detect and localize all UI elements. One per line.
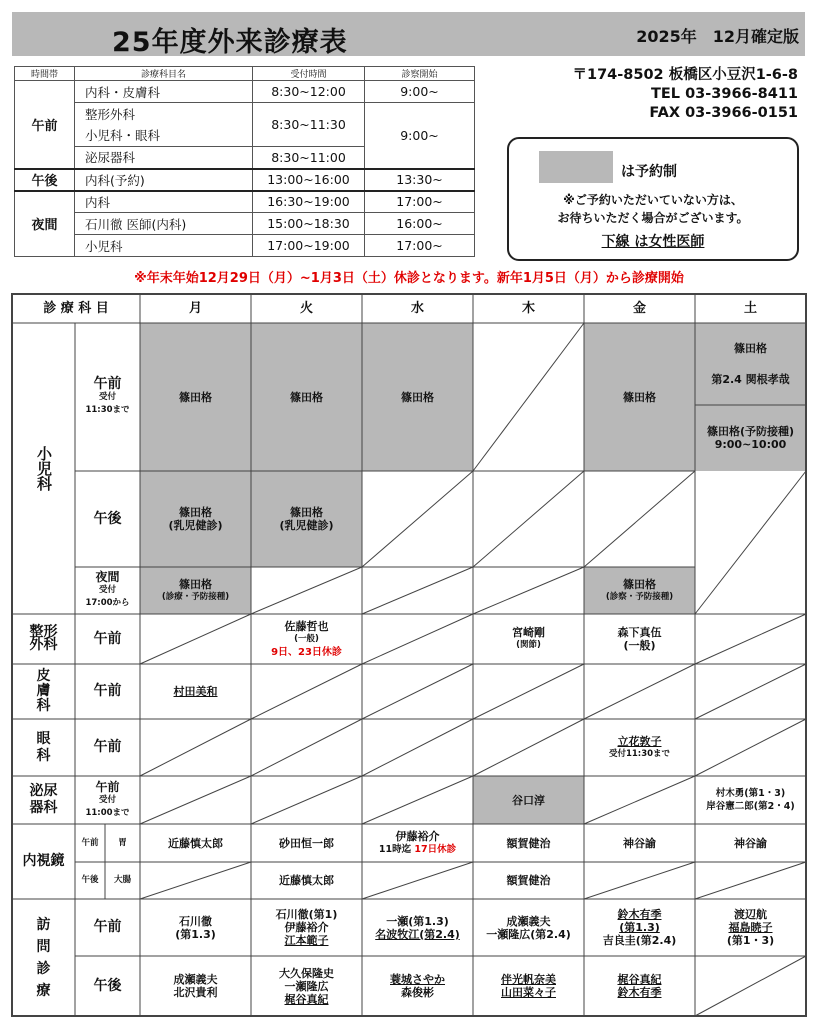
doctor-cell <box>695 405 806 471</box>
dept-label: 科 <box>36 698 51 714</box>
doctor-name: 森下真伍 <box>617 626 662 639</box>
hours-start: 16:00~ <box>365 213 475 235</box>
doctor-name: 大久保隆史 <box>279 966 334 980</box>
hours-dept: 内科 <box>75 191 253 213</box>
hours-start: 13:30~ <box>365 169 475 191</box>
doctor-name: 石川徹 <box>179 914 212 928</box>
reservation-label: は予約制 <box>621 164 677 180</box>
doctor-cell: 篠田格 <box>623 390 656 404</box>
doctor-name: 鈴木有季 <box>617 908 662 921</box>
hours-header-reception: 受付時間 <box>253 67 365 81</box>
doctor-cell: 篠田格 <box>401 390 434 404</box>
dept-label: 泌尿 <box>29 783 58 799</box>
period-label: 午前 <box>95 779 120 794</box>
doctor-name: 第2.4 関根孝哉 <box>711 373 790 386</box>
doctor-note: (乳児健診) <box>279 519 334 532</box>
hours-dept: 石川徹 医師(内科) <box>75 213 253 235</box>
doctor-cell <box>251 614 362 664</box>
period-label: 午前 <box>81 837 99 848</box>
doctor-name: 名波牧江(第2.4) <box>375 927 460 941</box>
doctor-time: 9:00~10:00 <box>714 438 787 451</box>
dept-urology <box>12 776 75 824</box>
female-doctor-legend: 下線 は女性医師 <box>601 234 705 250</box>
hours-start: 9:00~ <box>365 81 475 103</box>
hours-start: 17:00~ <box>365 191 475 213</box>
reception-note: 受付 <box>98 391 116 402</box>
header-day-sat: 土 <box>743 301 757 316</box>
doctor-cell <box>584 567 695 614</box>
doctor-name: 一瀬隆広 <box>284 979 329 993</box>
dept-label: 訪 <box>36 916 51 933</box>
hours-reception: 16:30~19:00 <box>253 191 365 213</box>
dept-label: 外科 <box>29 637 58 653</box>
period-label: 午後 <box>81 875 99 885</box>
doctor-cell: 篠田格 <box>290 390 323 404</box>
header-day-mon: 月 <box>188 301 202 316</box>
doctor-cell <box>584 899 695 956</box>
dept-ophthalmology <box>12 719 75 776</box>
doctor-name: 山田菜々子 <box>501 986 556 999</box>
hours-header-start: 診察開始 <box>365 67 475 81</box>
dept-orthopedics <box>12 614 75 664</box>
doctor-name: 吉良圭(第2.4) <box>602 934 677 947</box>
doctor-cell: 砂田恒一郎 <box>279 836 334 850</box>
hours-header-period: 時間帯 <box>15 67 75 81</box>
period-label: 午前 <box>93 375 122 392</box>
urology-period <box>75 776 140 824</box>
hours-reception: 8:30~11:30 <box>253 103 365 147</box>
hours-dept: 小児科・眼科 <box>75 125 253 147</box>
hours-period-pm: 午後 <box>15 169 75 191</box>
reception-note: 受付 <box>98 794 116 805</box>
period-label: 午前 <box>93 630 122 647</box>
doctor-name: 村木勇(第1・3) <box>715 788 786 799</box>
doctor-name: 伊藤裕介 <box>284 921 329 934</box>
doctor-cell <box>584 614 695 664</box>
doctor-name: 鈴木有季 <box>617 986 662 999</box>
hours-reception: 13:00~16:00 <box>253 169 365 191</box>
legend-note-line2: お待ちいただく場合がございます。 <box>557 211 749 225</box>
doctor-name: 宮崎剛 <box>512 626 545 639</box>
doctor-name: 一瀬(第1.3) <box>386 914 449 928</box>
hours-start: 17:00~ <box>365 235 475 257</box>
doctor-cell <box>473 614 584 664</box>
hours-dept: 整形外科 <box>75 103 253 125</box>
doctor-name: 梶谷真紀 <box>284 992 329 1006</box>
header-day-fri: 金 <box>632 301 646 316</box>
doctor-name: 石川徹(第1) <box>275 908 338 921</box>
doctor-note <box>379 843 456 856</box>
doctor-cell: 額賀健治 <box>506 836 551 850</box>
doctor-name: 江本範子 <box>284 934 329 947</box>
reception-note: 17:00から <box>85 598 130 608</box>
hours-reception: 8:30~12:00 <box>253 81 365 103</box>
doctor-cell <box>695 776 806 824</box>
dept-label: 眼 <box>36 730 51 747</box>
doctor-name: 篠田格(予防接種) <box>706 425 795 438</box>
dept-endoscopy: 内視鏡 <box>22 853 65 869</box>
doctor-name: 蓑城さやか <box>390 973 445 986</box>
dept-label: 器科 <box>29 800 58 816</box>
hours-dept: 内科・皮膚科 <box>75 81 253 103</box>
dept-dermatology <box>12 664 75 719</box>
doctor-name: 篠田格 <box>179 577 212 591</box>
doctor-name: 伊藤裕介 <box>395 830 440 843</box>
dept-label: 科 <box>36 747 51 764</box>
doctor-name: 佐藤哲也 <box>284 619 329 633</box>
doctor-name: 岸谷憲二郎(第2・4) <box>706 801 795 812</box>
period-label: 夜間 <box>95 570 120 584</box>
doctor-name: 篠田格 <box>734 342 767 355</box>
doctor-note: (一般) <box>623 639 656 652</box>
doctor-cell <box>695 899 806 956</box>
doctor-cell: 神谷諭 <box>734 836 767 850</box>
exam-type: 大腸 <box>113 875 131 885</box>
doctor-note: (乳児健診) <box>168 519 223 532</box>
hours-period-night: 夜間 <box>15 191 75 257</box>
doctor-note: (一般) <box>294 633 319 644</box>
hours-header-dept: 診療科目名 <box>75 67 253 81</box>
doctor-note: (診察・予防接種) <box>605 591 674 602</box>
doctor-cell <box>251 471 362 567</box>
hours-start: 9:00~ <box>365 103 475 169</box>
doctor-cell <box>362 956 473 1016</box>
hours-reception: 17:00~19:00 <box>253 235 365 257</box>
closure-note: 17日休診 <box>414 844 457 855</box>
doctor-cell <box>140 567 251 614</box>
reception-note: 11:00まで <box>85 807 130 818</box>
hours-dept: 小児科 <box>75 235 253 257</box>
doctor-cell <box>140 956 251 1016</box>
period-label: 午後 <box>93 510 122 527</box>
doctor-cell <box>584 956 695 1016</box>
doctor-name: 北沢貴利 <box>173 986 218 999</box>
doctor-note: (第1.3) <box>619 921 660 934</box>
reception-note: 受付 <box>98 585 116 595</box>
reception-note: 11:30まで <box>85 404 130 415</box>
doctor-note: (関節) <box>516 640 541 650</box>
doctor-cell <box>140 899 251 956</box>
dept-label: 診 <box>36 960 51 977</box>
period-label: 午前 <box>93 683 122 699</box>
dept-label: 療 <box>36 982 51 999</box>
hours-reception: 15:00~18:30 <box>253 213 365 235</box>
doctor-cell <box>362 899 473 956</box>
pediatrics-night-label <box>75 567 140 614</box>
doctor-cell <box>251 956 362 1016</box>
doctor-name: 梶谷真紀 <box>617 973 662 986</box>
doctor-cell: 神谷諭 <box>623 836 656 850</box>
doctor-name: 篠田格 <box>179 506 212 519</box>
dept-pediatrics: 小児科 <box>35 446 53 491</box>
header-day-thu: 木 <box>521 301 535 316</box>
hours-period-am: 午前 <box>15 81 75 169</box>
doctor-cell: 篠田格 <box>179 390 212 404</box>
doctor-name: 一瀬隆広(第2.4) <box>486 927 571 941</box>
page-title: 25年度外来診療表 <box>112 27 348 58</box>
doctor-name: 立花敦子 <box>617 734 662 748</box>
closure-note: 9日、23日休診 <box>271 646 342 658</box>
doctor-cell: 近藤慎太郎 <box>279 874 334 887</box>
dept-label: 皮 <box>36 668 51 684</box>
hours-dept: 内科(予約) <box>75 169 253 191</box>
time-note: 11時迄 <box>378 844 412 855</box>
fax-number: FAX 03-3966-0151 <box>649 105 798 121</box>
doctor-cell <box>695 323 806 405</box>
doctor-cell <box>362 824 473 862</box>
doctor-note: 受付11:30まで <box>608 748 671 759</box>
edition-label: 2025年 12月確定版 <box>636 27 799 46</box>
legend-note-line1: ※ご予約いただいていない方は、 <box>563 193 743 207</box>
holiday-notice: ※年末年始12月29日（月）~1月3日（土）休診となります。新年1月5日（月）から診療開始 <box>134 271 684 286</box>
hours-dept: 泌尿器科 <box>75 147 253 169</box>
doctor-note: (診療・予防接種) <box>161 591 230 602</box>
doctor-cell <box>584 719 695 776</box>
header-dept-label: 診 療 科 目 <box>43 301 109 316</box>
header-day-tue: 火 <box>299 301 313 316</box>
hours-reception: 8:30~11:00 <box>253 147 365 169</box>
postal-address: 〒174-8502 板橋区小豆沢1-6-8 <box>572 67 798 83</box>
header-day-wed: 水 <box>410 301 424 316</box>
doctor-note: (第1.3) <box>175 927 216 941</box>
doctor-name: 成瀬義夫 <box>173 973 218 986</box>
doctor-note: (第1・3) <box>726 934 775 947</box>
period-label: 午前 <box>93 919 122 935</box>
doctor-name: 伴光帆奈美 <box>501 973 556 986</box>
doctor-cell <box>251 899 362 956</box>
dept-label: 膚 <box>36 683 51 699</box>
doctor-name: 福島暁子 <box>728 921 773 934</box>
exam-type: 胃 <box>118 837 127 848</box>
doctor-cell <box>473 956 584 1016</box>
doctor-cell <box>473 899 584 956</box>
dept-label: 整形 <box>29 624 58 640</box>
doctor-cell <box>140 664 251 719</box>
pediatrics-am-label <box>75 323 140 471</box>
dept-label: 問 <box>36 938 51 955</box>
doctor-cell <box>140 471 251 567</box>
period-label: 午前 <box>93 739 122 755</box>
doctor-name: 篠田格 <box>290 506 323 519</box>
period-label: 午後 <box>93 977 122 994</box>
doctor-name: 森俊彬 <box>401 986 434 999</box>
doctor-cell: 谷口淳 <box>512 793 545 807</box>
doctor-name: 村田美和 <box>173 685 218 698</box>
tel-number: TEL 03-3966-8411 <box>650 86 798 102</box>
doctor-name: 篠田格 <box>623 577 656 591</box>
doctor-name: 成瀬義夫 <box>506 914 551 928</box>
doctor-cell: 近藤慎太郎 <box>168 836 223 850</box>
dept-home-visit <box>12 899 75 1016</box>
doctor-name: 渡辺航 <box>734 908 767 921</box>
doctor-cell: 額賀健治 <box>506 874 551 887</box>
